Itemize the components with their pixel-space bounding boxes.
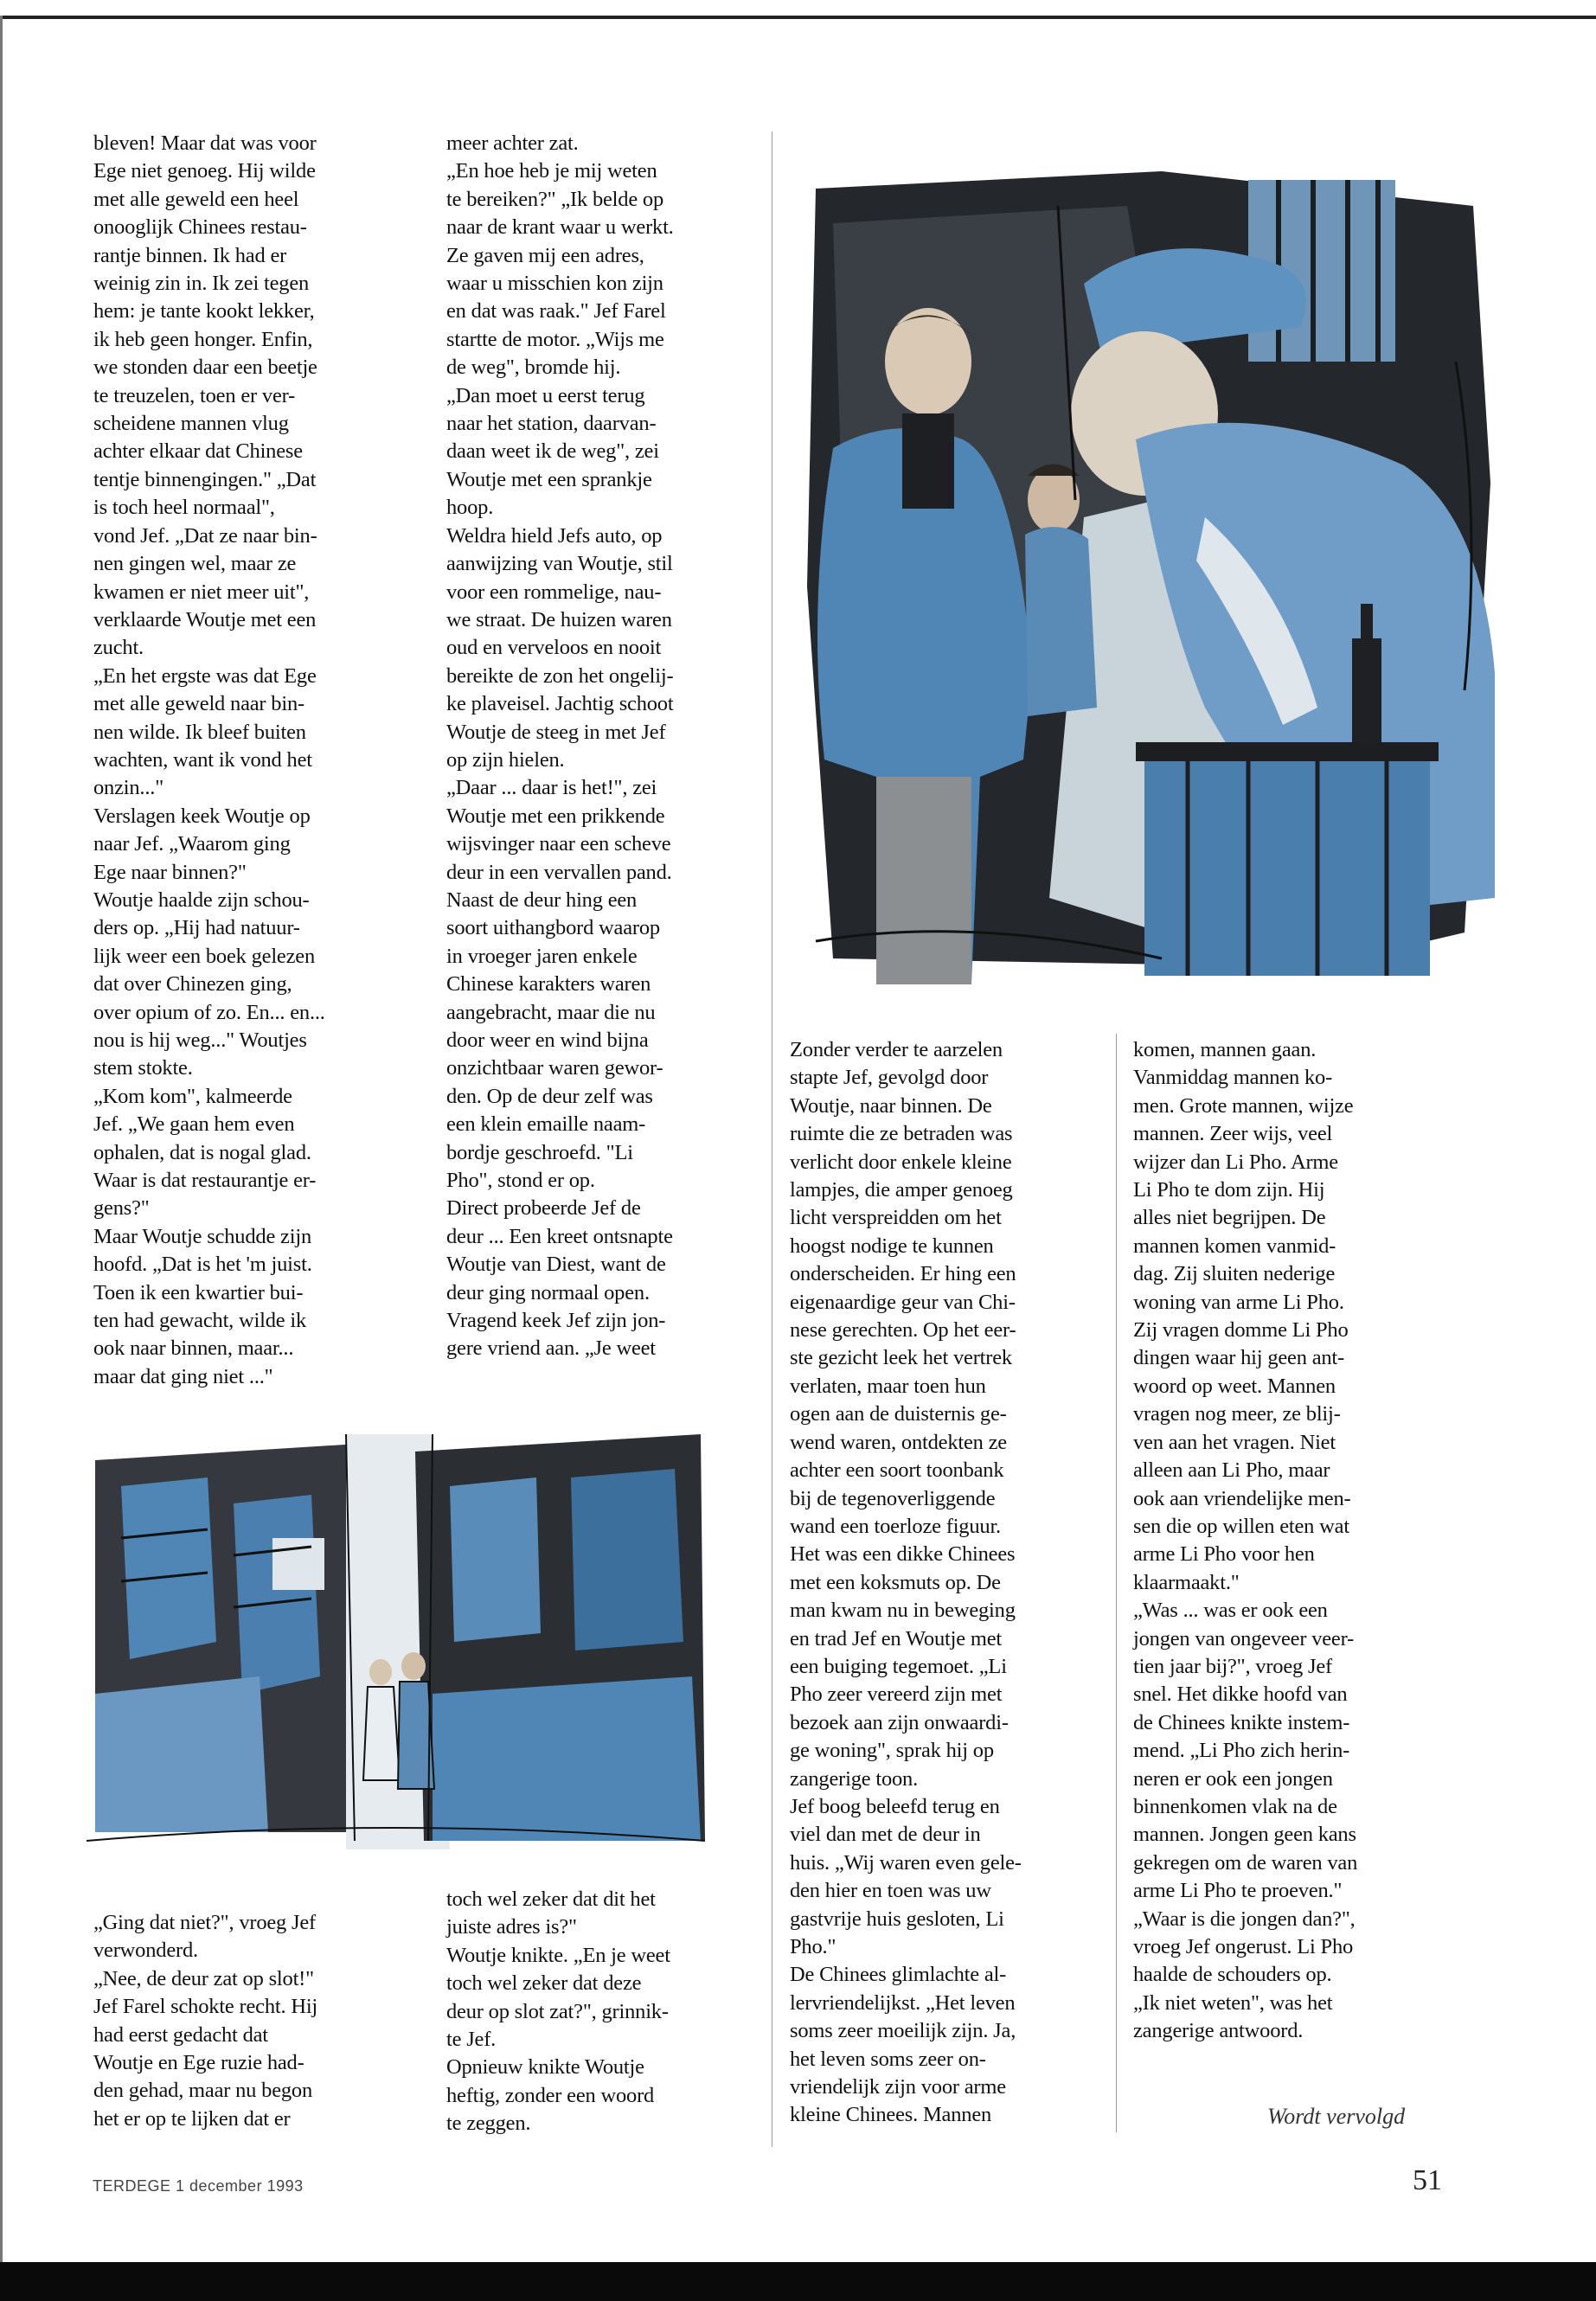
column-divider-right (1116, 1034, 1117, 2132)
publication-footer: TERDEGE 1 december 1993 (93, 2177, 304, 2195)
article-column-1-bottom: „Ging dat niet?", vroeg Jef verwonderd. „Nee, de deur zat op slot!" Jef Farel schokte recht. Hij had eerst gedacht dat Woutje en Ege ruzie had- den gehad, maar nu begon het er op te lijken dat er (93, 1911, 318, 2131)
illustration-alley-svg (87, 1434, 705, 1849)
article-column-1-top: bleven! Maar dat was voor Ege niet genoeg. Hij wilde met alle geweld een heel onooglijk Chinees restau- rantje binnen. Ik had er weinig zin in. Ik zei tegen hem: je tante kookt lekker, ik heb geen honger. Enfin, we stonden daar een beetje te treuzelen, toen er ver- scheidene mannen vlug achter elkaar dat Chinese tentje binnengingen." „Dat is toch heel normaal", vond Jef. „Dat ze naar bin- nen gingen wel, maar ze kwamen er niet meer uit", verklaarde Woutje met een zucht. „En het ergste was dat Ege met alle geweld naar bin- nen wilde. Ik bleef buiten wachten, want ik vond het onzin..." Verslagen keek Woutje op naar Jef. „Waarom ging Ege naar binnen?" Woutje haalde zijn schou- ders op. „Hij had natuur- lijk weer een boek gelezen dat over Chinezen ging, over opium of zo. En... en... nou is hij weg..." Woutjes stem stokte. „Kom kom", kalmeerde Jef. „We gaan hem even ophalen, dat is nogal glad. Waar is dat restaurantje er- gens?" Maar Woutje schudde zijn hoofd. „Dat is het 'm juist. Toen ik een kwartier bui- ten had gewacht, wilde ik ook naar binnen, maar... maar dat ging niet ..." (93, 131, 325, 1388)
illustration-interior (798, 154, 1495, 993)
illustration-alley (87, 1434, 705, 1849)
top-border (0, 16, 1596, 19)
illustration-interior-svg (798, 154, 1495, 993)
article-column-4: komen, mannen gaan. Vanmiddag mannen ko- men. Grote mannen, wijze mannen. Zeer wijs, veel wijzer dan Li Pho. Arme Li Pho te dom zijn. Hij alles niet begrijpen. De mannen komen vanmid- dag. Zij sluiten nederige woning van arme Li Pho. Zij vragen domme Li Pho dingen waar hij geen ant- woord op weet. Mannen vragen nog meer, ze blij- ven aan het vragen. Niet alleen aan Li Pho, maar ook aan vriendelijke men- sen die op willen eten wat arme Li Pho voor hen klaarmaakt." „Was ... was er ook een jongen van ongeveer veer- tien jaar bij?", vroeg Jef snel. Het dikke hoofd van de Chinees knikte instem- mend. „Li Pho zich herin- neren er ook een jongen binnenkomen vlak na de mannen. Jongen geen kans gekregen om de waren van arme Li Pho te proeven." „Waar is die jongen dan?", vroeg Jef ongerust. Li Pho haalde de schouders op. „Ik niet weten", was het zangerige antwoord. (1133, 1038, 1358, 2043)
bottom-border (0, 2262, 1596, 2301)
to-be-continued: Wordt vervolgd (1267, 2104, 1406, 2129)
article-column-2-top: meer achter zat. „En hoe heb je mij weten te bereiken?" „Ik belde op naar de krant waar u werkt. Ze gaven mij een adres, waar u misschien kon zijn en dat was raak." Jef Farel startte de motor. „Wijs me de weg", bromde hij. „Dan moet u eerst terug naar het station, daarvan- daan weet ik de weg", zei Woutje met een sprankje hoop. Weldra hield Jefs auto, op aanwijzing van Woutje, stil voor een rommelige, nau- we straat. De huizen waren oud en verveloos en nooit bereikte de zon het ongelij- ke plaveisel. Jachtig schoot Woutje de steeg in met Jef op zijn hielen. „Daar ... daar is het!", zei Woutje met een prikkende wijsvinger naar een scheve deur in een vervallen pand. Naast de deur hing een soort uithangbord waarop in vroeger jaren enkele Chinese karakters waren aangebracht, maar die nu door weer en wind bijna onzichtbaar waren gewor- den. Op de deur zelf was een klein emaille naam- bordje geschroefd. "Li Pho", stond er op. Direct probeerde Jef de deur ... Een kreet ontsnapte Woutje van Diest, want de deur ging normaal open. Vragend keek Jef zijn jon- gere vriend aan. „Je weet (446, 131, 674, 1361)
article-column-3: Zonder verder te aarzelen stapte Jef, gevolgd door Woutje, naar binnen. De ruimte die ze betraden was verlicht door enkele kleine lampjes, die amper genoeg licht verspreidden om het hoogst nodige te kunnen onderscheiden. Er hing een eigenaardige geur van Chi- nese gerechten. Op het eer- ste gezicht leek het vertrek verlaten, maar toen hun ogen aan de duisternis ge- wend waren, ontdekten ze achter een soort toonbank bij de tegenoverliggende wand een toerloze figuur. Het was een dikke Chinees met een koksmuts op. De man kwam nu in beweging en trad Jef en Woutje met een buiging tegemoet. „Li Pho zeer vereerd zijn met bezoek aan zijn onwaardi- ge woning", sprak hij op zangerige toon. Jef boog beleefd terug en viel dan met de deur in huis. „Wij waren even gele- den hier en toen was uw gastvrije huis gesloten, Li Pho." De Chinees glimlachte al- lervriendelijkst. „Het leven soms zeer moeilijk zijn. Ja, het leven soms zeer on- vriendelijk zijn voor arme kleine Chinees. Mannen (790, 1038, 1022, 2127)
page-number: 51 (1413, 2164, 1442, 2196)
article-column-2-bottom: toch wel zeker dat dit het juiste adres is?" Woutje knikte. „En je weet toch wel zeker dat deze deur op slot zat?", grinnik- te Jef. Opnieuw knikte Woutje heftig, zonder een woord te zeggen. (446, 1888, 670, 2136)
left-border (0, 16, 3, 2299)
